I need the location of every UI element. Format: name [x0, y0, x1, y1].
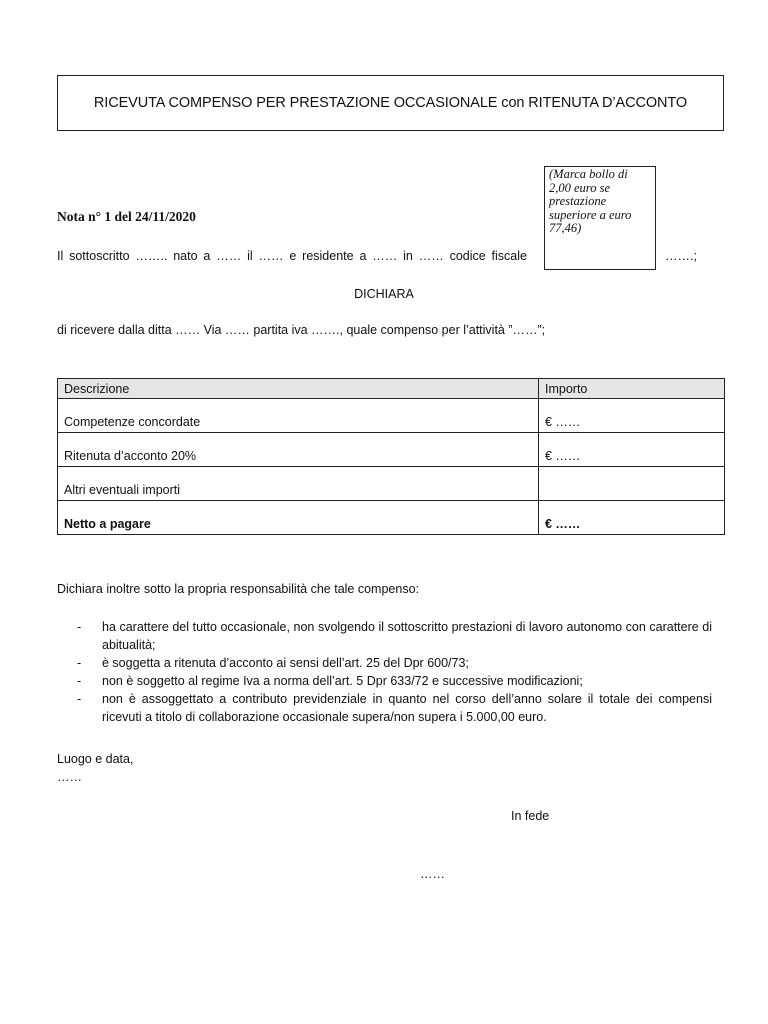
table-header-row [58, 379, 725, 399]
bullet-marker: - [77, 656, 82, 670]
document-title: RICEVUTA COMPENSO PER PRESTAZIONE OCCASIONALE con RITENUTA D’ACCONTO [57, 75, 724, 131]
list-item-text: è soggetta a ritenuta d’acconto ai sensi dell’art. 25 del Dpr 600/73; [102, 656, 469, 670]
row-description: Altri eventuali importi [58, 467, 539, 501]
table-row [58, 467, 725, 501]
stamp-line: 2,00 euro se [549, 180, 610, 195]
list-item [57, 618, 712, 654]
compensation-table [57, 378, 725, 535]
header-description: Descrizione [58, 379, 539, 399]
row-description: Competenze concordate [58, 399, 539, 433]
stamp-line: 77,46) [549, 221, 582, 235]
further-declaration: Dichiara inoltre sotto la propria responsabilità che tale compenso: [57, 582, 419, 596]
list-item [57, 672, 712, 690]
declarant-line: Il sottoscritto …….. nato a …… il …… e residente a …… in …… codice fiscale [57, 249, 527, 263]
table-row [58, 399, 725, 433]
bullet-marker: - [77, 620, 82, 634]
list-item-text: ha carattere del tutto occasionale, non svolgendo il sottoscritto prestazioni di lavoro autonomo con carattere di abitualità; [102, 620, 712, 652]
bullet-marker: - [77, 692, 82, 706]
declares-heading: DICHIARA [354, 287, 414, 301]
receipt-line: di ricevere dalla ditta …… Via …… partita iva ……., quale compenso per l’attività ”……”; [57, 323, 546, 337]
place-date-value: …… [57, 770, 82, 784]
revenue-stamp-box [544, 166, 656, 270]
list-item [57, 654, 712, 672]
stamp-line: superiore a euro [549, 207, 632, 222]
place-date-label: Luogo e data, [57, 752, 134, 766]
stamp-line: (Marca bollo di [549, 167, 628, 181]
row-description: Ritenuta d’acconto 20% [58, 433, 539, 467]
table-row-total [58, 501, 725, 535]
bullet-marker: - [77, 674, 82, 688]
declarant-tail: …….; [665, 249, 697, 263]
table-row [58, 433, 725, 467]
row-amount: € …… [539, 399, 725, 433]
total-amount: € …… [539, 501, 725, 535]
declaration-list [57, 618, 712, 726]
row-amount [539, 467, 725, 501]
row-amount: € …… [539, 433, 725, 467]
list-item-text: non è assoggettato a contributo previdenziale in quanto nel corso dell’anno solare il totale dei compensi ricevuti a titolo di collaborazione occasionale supera/non supera i 5.000,00 euro. [102, 692, 712, 724]
header-amount: Importo [539, 379, 725, 399]
list-item-text: non è soggetto al regime Iva a norma dell’art. 5 Dpr 633/72 e successive modificazioni; [102, 674, 583, 688]
in-faith-label: In fede [511, 809, 550, 823]
note-number: Nota n° 1 del 24/11/2020 [57, 209, 196, 224]
stamp-line: prestazione [549, 194, 607, 208]
total-description: Netto a pagare [58, 501, 539, 535]
list-item [57, 690, 712, 726]
signature-placeholder: …… [420, 867, 445, 881]
